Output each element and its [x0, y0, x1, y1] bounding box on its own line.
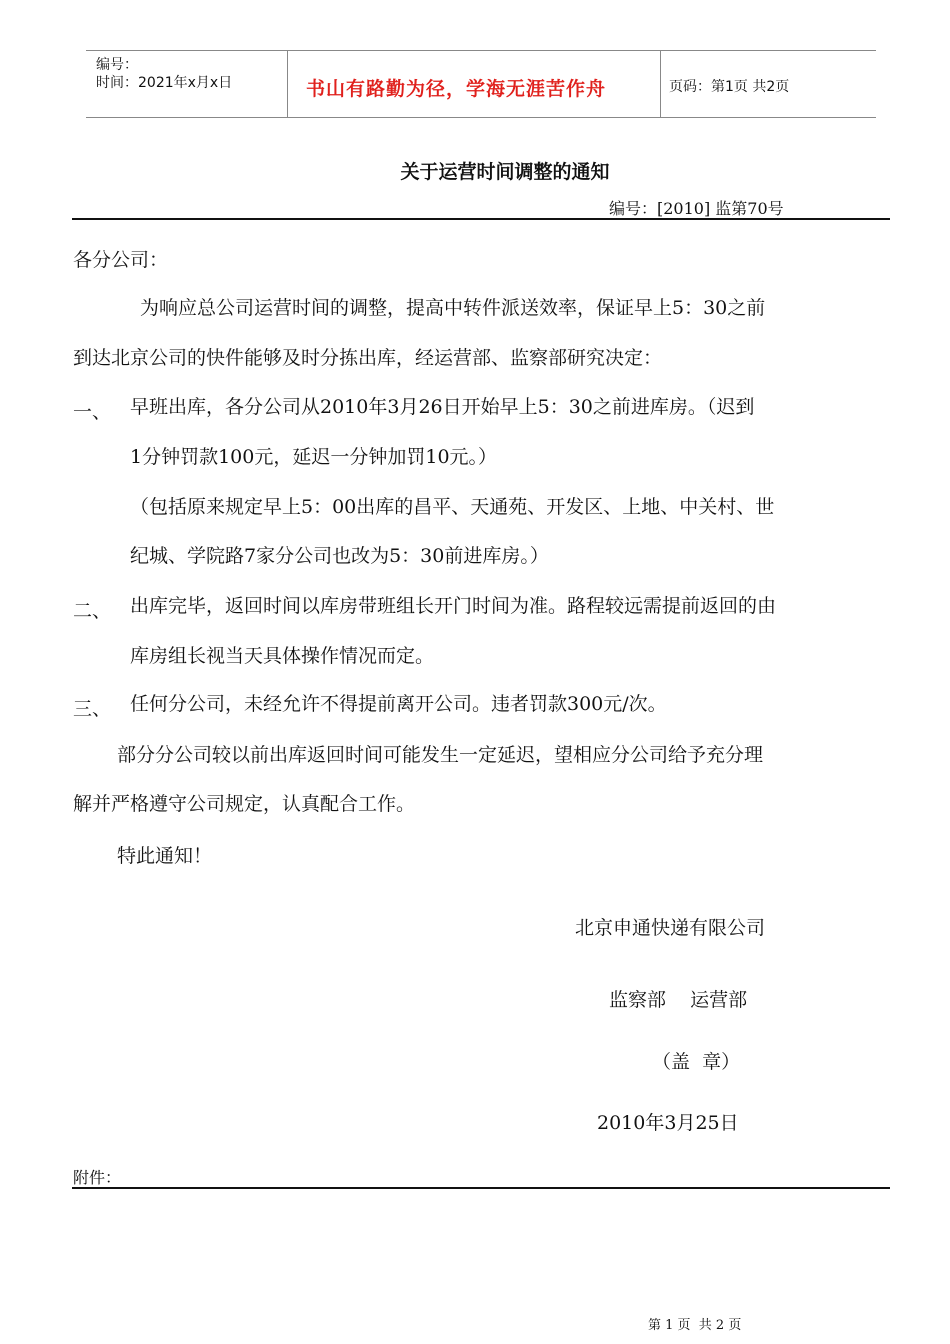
departments: 监察部 运营部	[609, 989, 748, 1011]
header-top-rule	[86, 50, 876, 51]
header-bottom-rule	[86, 117, 876, 118]
notice-title: 关于运营时间调整的通知	[400, 161, 610, 183]
header-divider-left	[287, 50, 288, 117]
item-2-line-2: 库房组长视当天具体操作情况而定。	[130, 645, 435, 667]
header-time: 时间：2021年x月x日	[96, 75, 233, 91]
header-page-info: 页码：第1页 共2页	[669, 79, 790, 95]
item-1-line-1: 早班出库，各分公司从2010年3月26日开始早上5：30之前进库房。（迟到	[130, 396, 755, 418]
header-doc-number: 编号：	[96, 57, 138, 73]
item-1-number: 一、	[73, 401, 112, 423]
closing-line-2: 解并严格遵守公司规定，认真配合工作。	[73, 793, 416, 815]
attachment-label: 附件：	[73, 1168, 122, 1187]
item-1-line-2: 1分钟罚款100元，延迟一分钟加罚10元。）	[130, 446, 498, 468]
notice-doc-number: 编号：[2010] 监第70号	[609, 199, 784, 218]
item-1-line-4: 纪城、学院路7家分公司也改为5：30前进库房。）	[130, 545, 549, 567]
item-1-line-3: （包括原来规定早上5：00出库的昌平、天通苑、开发区、上地、中关村、世	[130, 496, 775, 518]
item-3-line-1: 任何分公司，未经允许不得提前离开公司。违者罚款300元/次。	[130, 693, 667, 715]
title-rule	[72, 218, 890, 220]
item-2-line-1: 出库完毕，返回时间以库房带班组长开门时间为准。路程较远需提前返回的由	[130, 595, 777, 617]
intro-line-1: 为响应总公司运营时间的调整，提高中转件派送效率，保证早上5：30之前	[140, 297, 766, 319]
header-motto: 书山有路勤为径，学海无涯苦作舟	[306, 78, 607, 100]
footer-page-number: 第 1 页 共 2 页	[648, 1318, 742, 1333]
item-2-number: 二、	[73, 600, 112, 622]
issue-date: 2010年3月25日	[597, 1112, 739, 1134]
header-divider-right	[660, 50, 661, 117]
item-3-number: 三、	[73, 698, 112, 720]
attachment-rule	[72, 1187, 890, 1189]
salutation: 各分公司：	[73, 249, 169, 271]
seal-note: （盖 章）	[652, 1051, 741, 1073]
intro-line-2: 到达北京公司的快件能够及时分拣出库，经运营部、监察部研究决定：	[73, 347, 663, 369]
sign-off: 特此通知！	[117, 845, 213, 867]
closing-line-1: 部分分公司较以前出库返回时间可能发生一定延迟，望相应分公司给予充分理	[117, 744, 764, 766]
company-name: 北京申通快递有限公司	[575, 917, 766, 939]
